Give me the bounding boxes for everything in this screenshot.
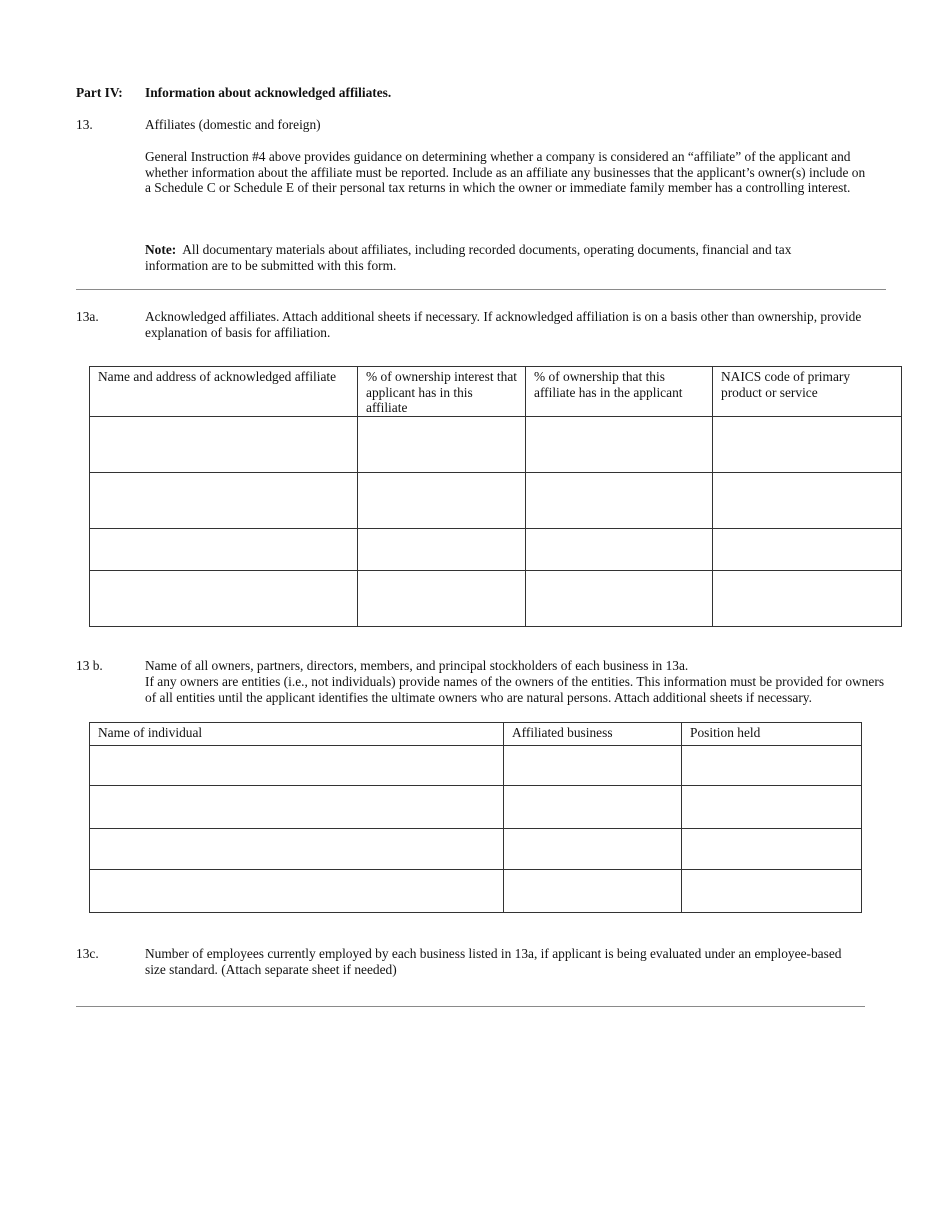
section-13-note xyxy=(145,242,835,273)
section-13b-line1: Name of all owners, partners, directors, members, and principal stockholders of each business in 13a. xyxy=(145,658,689,673)
individual-name-cell[interactable] xyxy=(90,786,504,829)
section-13a-text: Acknowledged affiliates. Attach additional sheets if necessary. If acknowledged affiliation is on a basis other than ownership, provide explanation of basis for affiliation. xyxy=(145,309,862,340)
note-label: Note: xyxy=(145,242,177,257)
ownership-in-affiliate-cell[interactable] xyxy=(358,416,526,472)
col-header-position-held: Position held xyxy=(682,723,862,746)
naics-code-cell[interactable] xyxy=(713,528,902,570)
affiliated-business-cell[interactable] xyxy=(504,829,682,870)
affiliated-business-cell[interactable] xyxy=(504,746,682,786)
ownership-in-affiliate-cell[interactable] xyxy=(358,570,526,626)
naics-code-cell[interactable] xyxy=(713,570,902,626)
ownership-in-applicant-cell[interactable] xyxy=(526,570,713,626)
affiliate-name-cell[interactable] xyxy=(90,416,358,472)
section-13-heading: Affiliates (domestic and foreign) xyxy=(145,117,321,132)
section-13c-number: 13c. xyxy=(76,946,99,961)
section-13-instruction: General Instruction #4 above provides guidance on determining whether a company is considered an “affiliate” of the applicant and whether information about the affiliate must be reported. Include as an affiliate any businesses that the applicant’s owner(s) include on a Schedule C or Schedule E of their personal tax returns in which the owner or immediate family member has a controlling interest. xyxy=(145,149,866,195)
table-row xyxy=(90,829,862,870)
ownership-in-affiliate-cell[interactable] xyxy=(358,528,526,570)
table-row xyxy=(90,416,902,472)
ownership-in-applicant-cell[interactable] xyxy=(526,528,713,570)
ownership-in-affiliate-cell[interactable] xyxy=(358,472,526,528)
col-header-ownership-in-affiliate: % of ownership interest that applicant has in this affiliate xyxy=(358,367,526,417)
affiliated-business-cell[interactable] xyxy=(504,786,682,829)
divider-bottom xyxy=(76,1006,865,1007)
affiliate-name-cell[interactable] xyxy=(90,570,358,626)
affiliate-name-cell[interactable] xyxy=(90,528,358,570)
table-row xyxy=(90,870,862,913)
part-title: Information about acknowledged affiliates. xyxy=(145,85,392,100)
col-header-affiliate-name: Name and address of acknowledged affiliate xyxy=(90,367,358,417)
naics-code-cell[interactable] xyxy=(713,416,902,472)
owners-table xyxy=(89,722,862,913)
section-13c-text: Number of employees currently employed by each business listed in 13a, if applicant is being evaluated under an employee-based size standard. (Attach separate sheet if needed) xyxy=(145,946,842,977)
affiliated-business-cell[interactable] xyxy=(504,870,682,913)
individual-name-cell[interactable] xyxy=(90,829,504,870)
position-held-cell[interactable] xyxy=(682,786,862,829)
col-header-naics-code: NAICS code of primary product or service xyxy=(713,367,902,417)
owners-header-row xyxy=(90,723,862,746)
section-13-number: 13. xyxy=(76,117,93,132)
naics-code-cell[interactable] xyxy=(713,472,902,528)
section-13b-line2: If any owners are entities (i.e., not individuals) provide names of the owners of the entities. This information must be provided for owners of all entities until the applicant identifies the ultimate owners who are natural persons. Attach additional sheets if necessary. xyxy=(145,674,885,705)
position-held-cell[interactable] xyxy=(682,829,862,870)
individual-name-cell[interactable] xyxy=(90,746,504,786)
col-header-affiliated-business: Affiliated business xyxy=(504,723,682,746)
table-row xyxy=(90,746,862,786)
affiliates-table xyxy=(89,366,902,627)
section-13b-number: 13 b. xyxy=(76,658,103,673)
col-header-ownership-in-applicant: % of ownership that this affiliate has in the applicant xyxy=(526,367,713,417)
note-text: All documentary materials about affiliates, including recorded documents, operating documents, financial and tax information are to be submitted with this form. xyxy=(145,242,792,273)
affiliates-header-row xyxy=(90,367,902,417)
section-13a-number: 13a. xyxy=(76,309,99,324)
ownership-in-applicant-cell[interactable] xyxy=(526,416,713,472)
position-held-cell[interactable] xyxy=(682,746,862,786)
ownership-in-applicant-cell[interactable] xyxy=(526,472,713,528)
divider-top xyxy=(76,289,886,290)
table-row xyxy=(90,786,862,829)
table-row xyxy=(90,528,902,570)
col-header-individual-name: Name of individual xyxy=(90,723,504,746)
position-held-cell[interactable] xyxy=(682,870,862,913)
affiliate-name-cell[interactable] xyxy=(90,472,358,528)
part-label: Part IV: xyxy=(76,85,123,100)
table-row xyxy=(90,472,902,528)
table-row xyxy=(90,570,902,626)
individual-name-cell[interactable] xyxy=(90,870,504,913)
